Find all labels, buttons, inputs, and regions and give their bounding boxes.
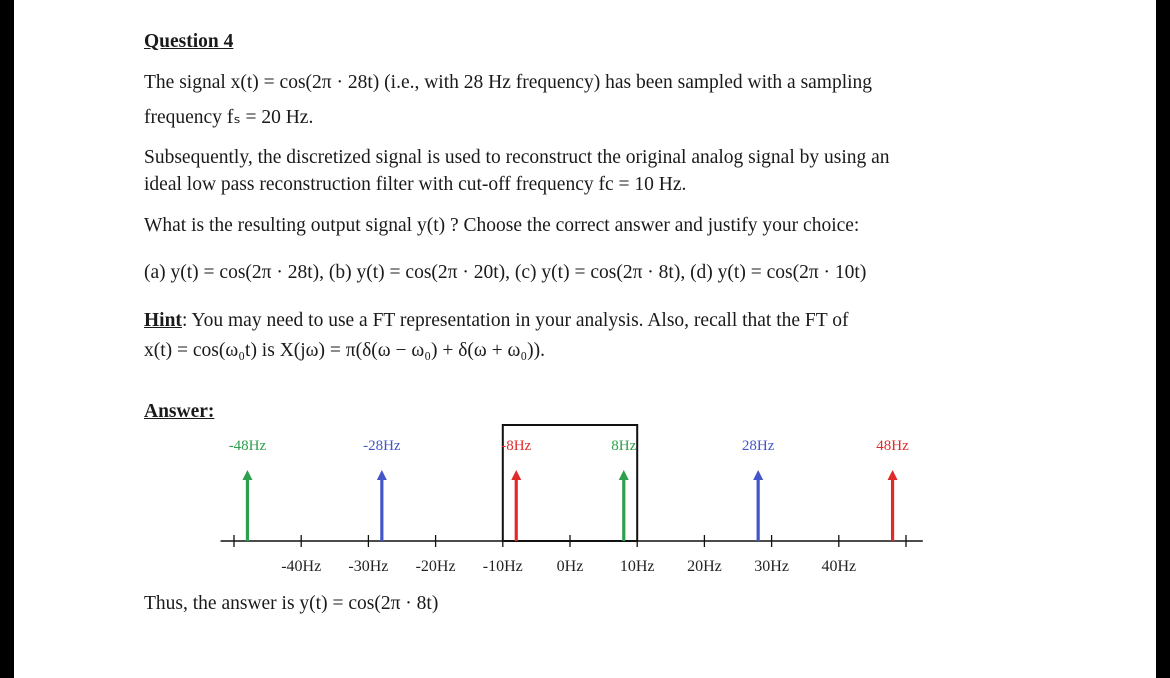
answer-title: Answer: [144,401,215,422]
impulse-arrowhead [619,470,629,480]
question-paragraph-2-line-1: Subsequently, the discretized signal is used to reconstruct the original analog signal by using an [144,147,890,168]
impulse-arrowhead [888,470,898,480]
impulse-arrowhead [753,470,763,480]
axis-tick-label: -10Hz [482,558,523,575]
axis-tick-label: -30Hz [348,558,389,575]
impulse-arrowhead [511,470,521,480]
impulse-label: 8Hz [611,438,637,454]
impulse-label: 48Hz [876,438,909,454]
hint-text: : You may need to use a FT representation in your analysis. Also, recall that the FT of [181,310,849,331]
axis-tick-label: 40Hz [821,558,857,575]
question-title: Question 4 [144,31,234,52]
axis-tick-label: 20Hz [687,558,722,575]
hint-line-2: x(t) = cos(ω₀t) is X(jω) = π(δ(ω − ω₀) + δ(ω + ω₀)). [144,340,545,361]
impulse-arrowhead [377,470,387,480]
axis-tick-label: 30Hz [754,558,789,575]
hint-label: Hint [144,310,182,331]
axis-tick-label: 0Hz [556,558,584,575]
axis-tick-label: 10Hz [619,558,655,575]
answer-options: (a) y(t) = cos(2π · 28t), (b) y(t) = cos(2π · 20t), (c) y(t) = cos(2π · 8t), (d) y(t) = cos(2π · 10t) [144,262,867,283]
spectrum-diagram [14,0,1156,600]
question-paragraph-2-line-2: ideal low pass reconstruction filter with cut-off frequency fc = 10 Hz. [144,174,687,195]
document-page [14,0,1156,678]
answer-conclusion: Thus, the answer is y(t) = cos(2π · 8t) [144,593,439,614]
impulse-label: -48Hz [228,438,267,454]
impulse-label: -8Hz [501,438,532,454]
axis-tick-label: -40Hz [281,558,322,575]
impulse-label: 28Hz [741,438,775,454]
axis-tick-label: -20Hz [415,558,456,575]
question-paragraph-1-line-2: frequency fₛ = 20 Hz. [144,107,314,128]
impulse-label: -28Hz [363,438,401,454]
impulse-arrowhead [242,470,252,480]
question-paragraph-1-line-1: The signal x(t) = cos(2π · 28t) (i.e., with 28 Hz frequency) has been sampled with a sampling [144,72,873,93]
question-paragraph-3: What is the resulting output signal y(t) ? Choose the correct answer and justify your choice: [144,215,860,236]
